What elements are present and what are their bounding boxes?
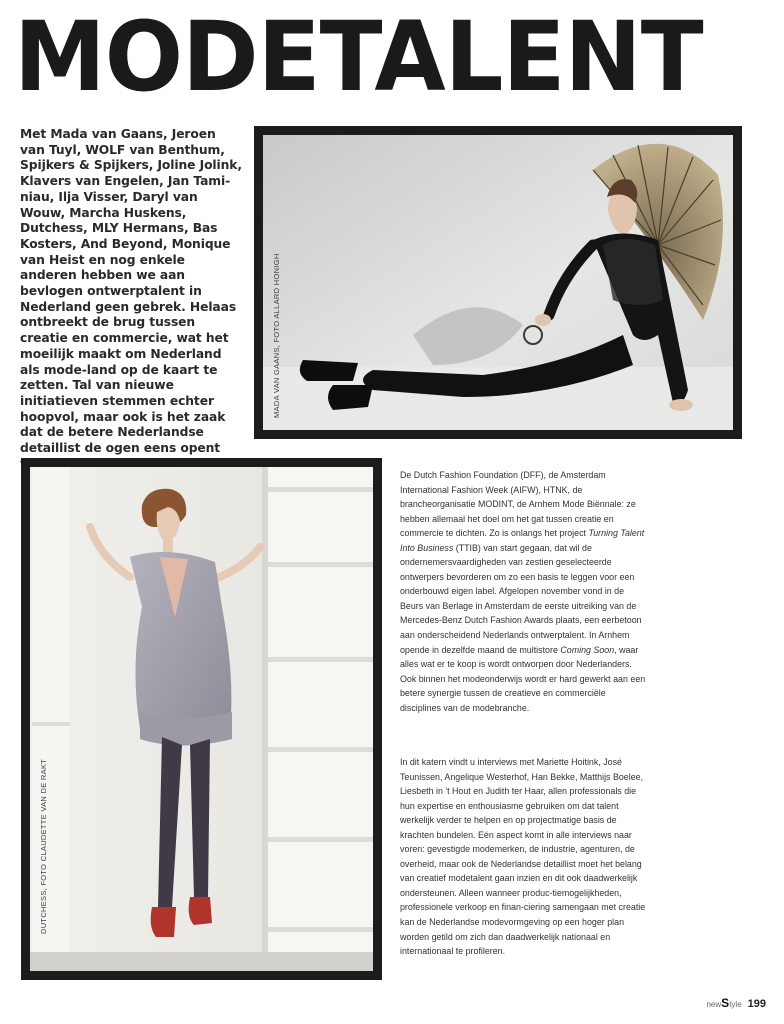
body-text: (TTIB) van start gegaan, dat wil de ondernemersvaardigheden van zestien geselecteerde ontwerpers bevorderen om zo een basis te leggen voor een onderbouwd eigen label. Afgelopen november vond in de Beurs van Berlage in Amsterdam de eerste uitreiking van de Mercedes-Benz Dutch Fashion Awards plaats, een eerbetoon aan onderscheidend Nederlands ontwerptalent. In Arnhem opende in dezelfde maand de multistore [400,542,642,655]
page-title: MODETALENT [14,1,703,113]
photo-mada-van-gaans [254,126,742,439]
body-paragraph-2: In dit katern vindt u interviews met Mariette Hoitink, José Teunissen, Angelique Westerhof, Han Bekke, Matthijs Boelee, Liesbeth in 't Hout en Judith ter Haar, allen professionals die hun expertise en enthousiasme gebruiken om dat talent werkelijk verder te helpen en op projectmatige basis de krachten bundelen. Eén aspect komt in alle interviews naar voren: gevestigde modemerken, de industrie, agenturen, de overheid, maar ook de Nederlandse detaillist moet het belang van creatief modetalent gaan inzien en dit ook daadwerkelijk ondersteunen. Alleen wanneer produc-tiemogelijkheden, professionele verkoop en finan-ciering samengaan met creatie kan de Nederlandse modevormgeving op een hoger plan worden getild om zich dan daadwerkelijk nationaal en internationaal te profileren. [400,757,646,957]
body-text: , waar alles wat er te koop is wordt ontworpen door Nederlanders. Ook binnen het modeonderwijs wordt er hard gewerkt aan een betere synergie tussen de creatieve en commerciële disciplines van de modebranche. [400,644,646,713]
magazine-logo: newStyle [706,996,742,1010]
intro-paragraph: Met Mada van Gaans, Jeroen van Tuyl, WOLF van Benthum, Spijkers & Spijkers, Joline Jolink, Klavers van Engelen, Jan Tami-niau, Ilja Visser, Daryl van Wouw, Marcha Huskens, Dutchess, MLY Hermans, Bas Kosters, And Beyond, Monique van Heist en nog enkele anderen hebben we aan bevlogen ontwerptalent in Nederland geen gebrek. Helaas ontbreekt de brug tussen creatie en commercie, wat het moeilijk maakt om Nederland als mode-land op de kaart te zetten. Tal van nieuwe initiatieven stemmen echter hoopvol, maar ook is het zaak dat de betere Nederlandse detaillist de ogen eens opent [20,127,242,456]
page-number: 199 [747,998,766,1010]
photo-credit-top: MADA VAN GAANS, FOTO ALLARD HONIGH [272,253,281,418]
photo-doorway-model [30,467,373,971]
photo-dutchess [21,458,382,980]
body-text: De Dutch Fashion Foundation (DFF), de Amsterdam International Fashion Week (AIFW), HTNK, de brancheorganisatie MODINT, de Arnhem Mode Biënnale: ze hebben allemaal het doel om het gat tussen creatie en commercie te dichten. Zo is onlangs het project [400,470,636,539]
page-footer [706,996,766,1010]
photo-umbrella-model [263,135,733,430]
body-paragraph-1 [400,468,646,715]
store-name: Coming Soon [560,644,615,655]
project-name: Turning Talent Into Business [400,528,645,553]
photo-credit-bottom: DUTCHESS, FOTO CLAUDETTE VAN DE RAKT [39,758,48,934]
